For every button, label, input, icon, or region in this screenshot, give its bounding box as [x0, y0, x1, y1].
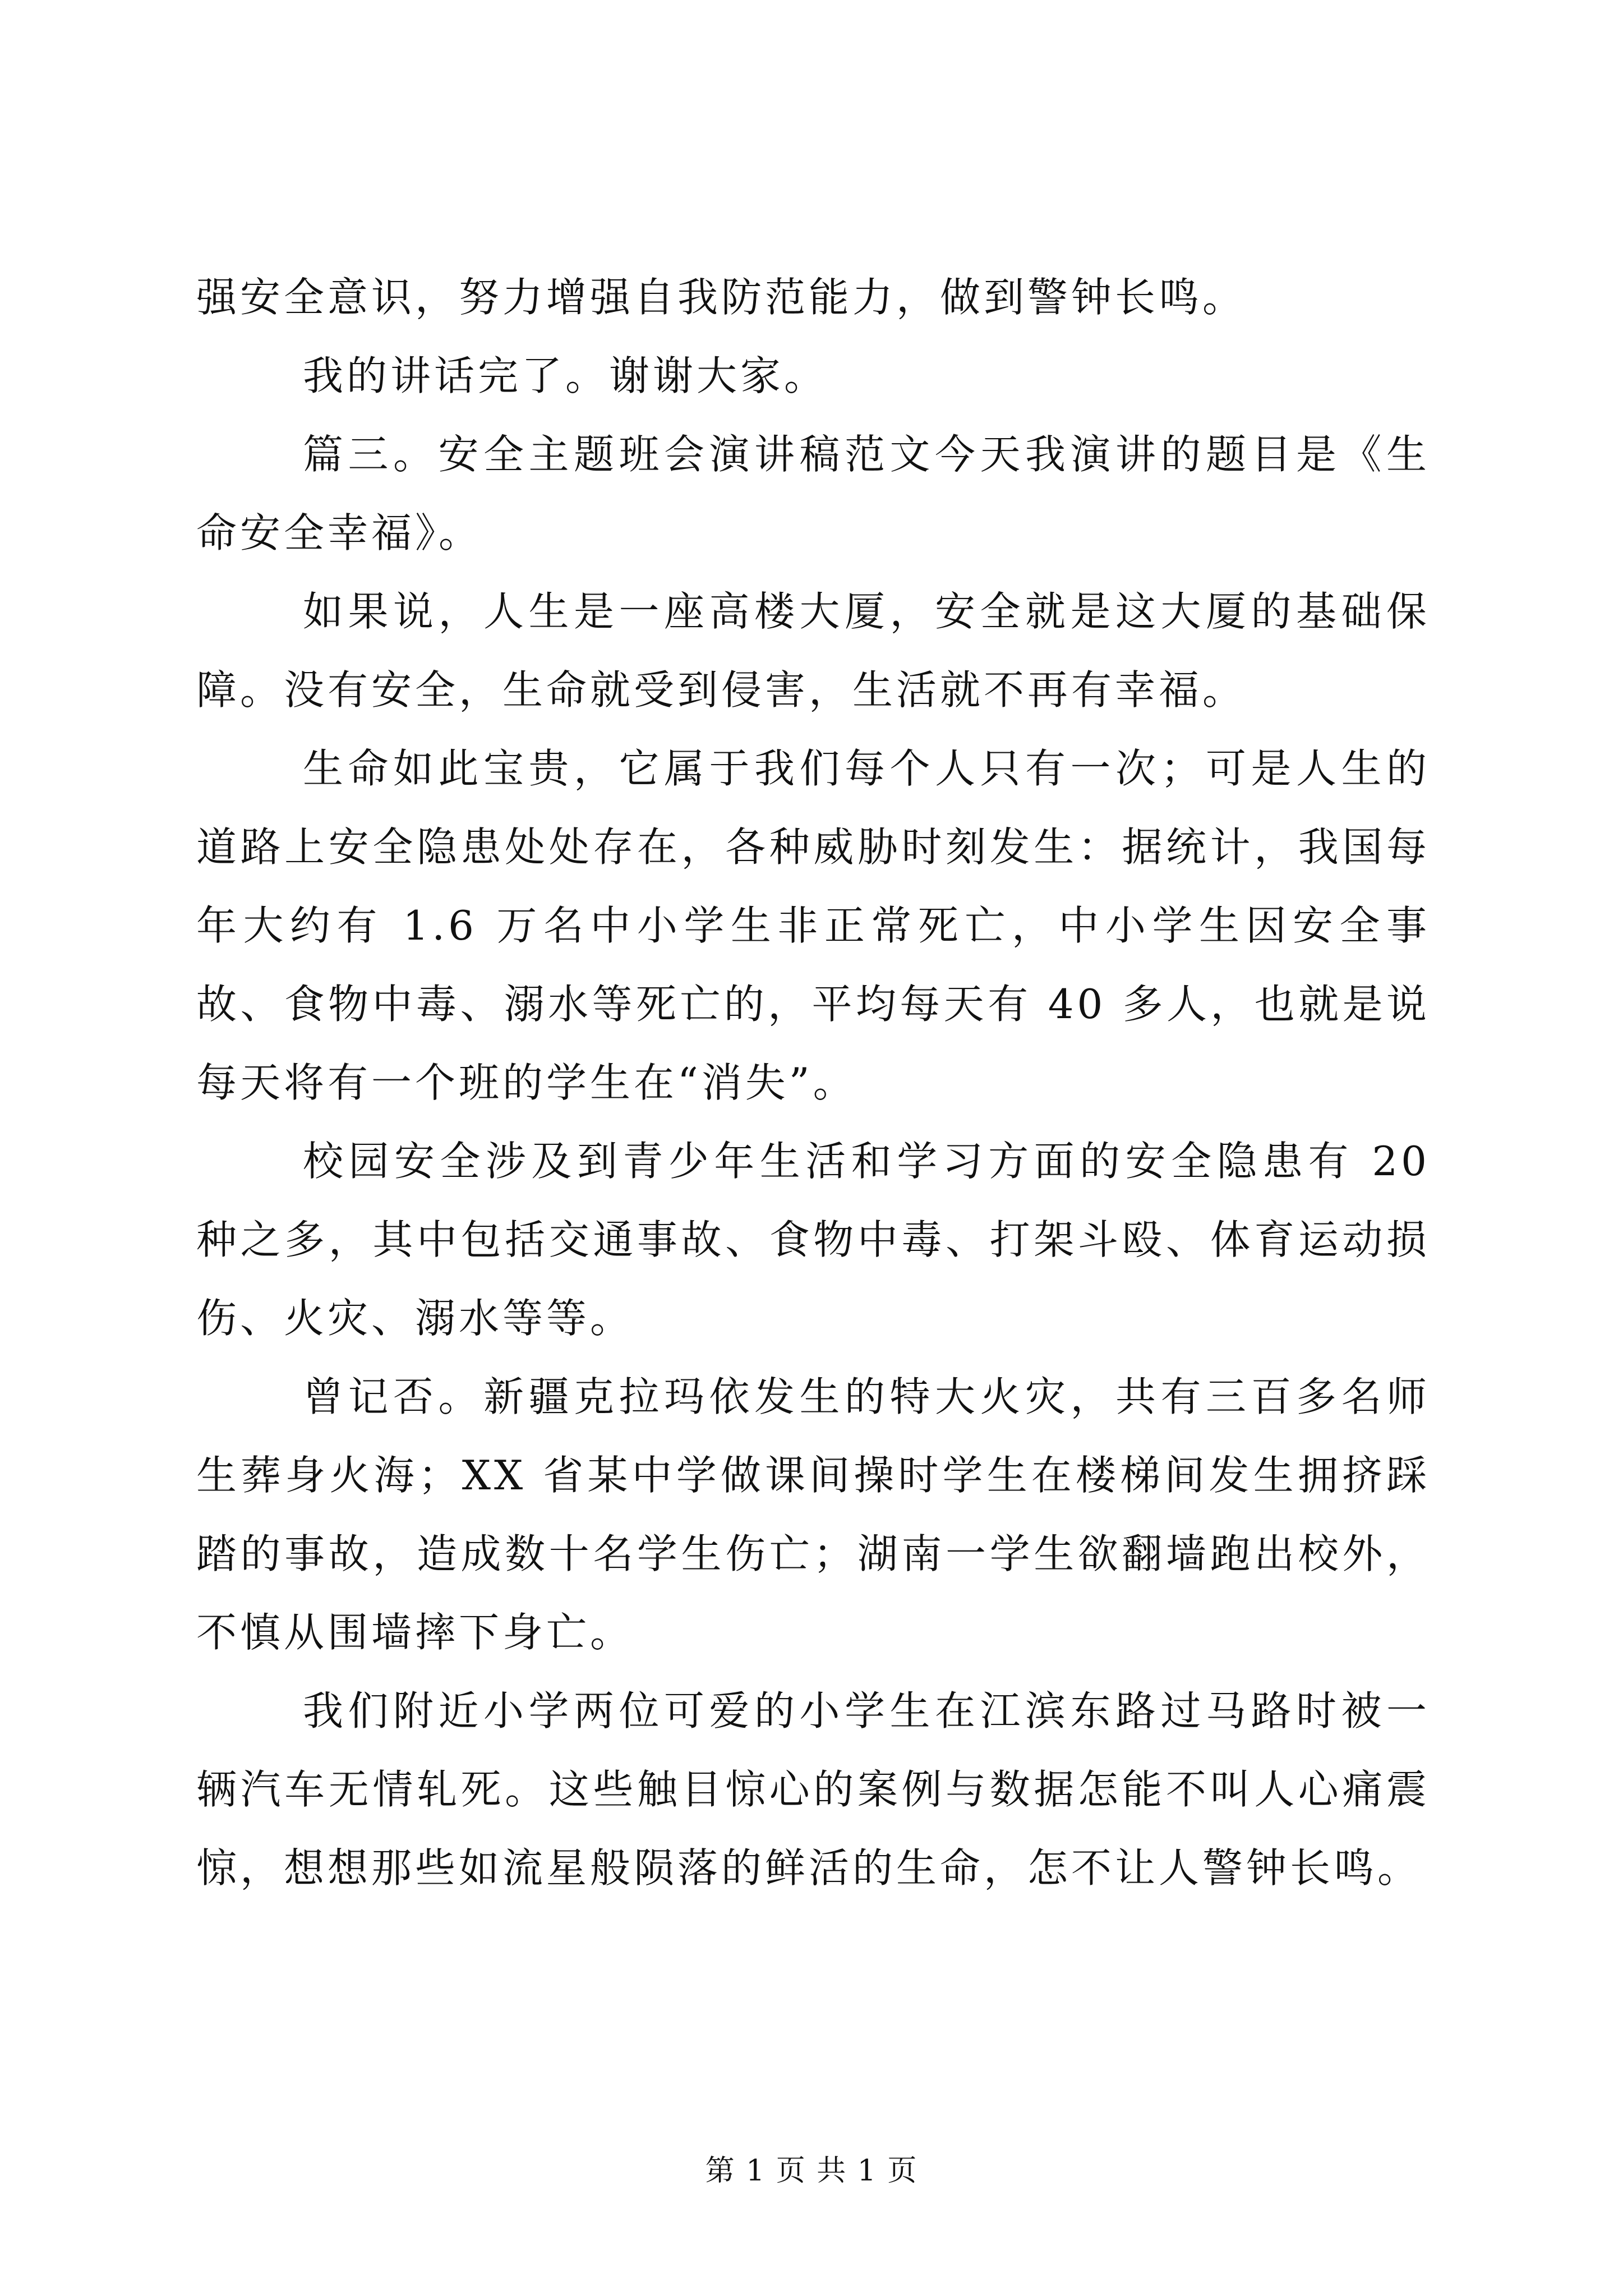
paragraph-6: 校园安全涉及到青少年生活和学习方面的安全隐患有 20 种之多，其中包括交通事故、食物中毒、打架斗殴、体育运动损伤、火灾、溺水等等。	[196, 1138, 1430, 1342]
paragraph-2: 我的讲话完了。谢谢大家。	[303, 352, 828, 399]
paragraph-8: 我们附近小学两位可爱的小学生在江滨东路过马路时被一辆汽车无情轧死。这些触目惊心的案例与数据怎能不叫人心痛震惊，想想那些如流星般陨落的鲜活的生命，怎不让人警钟长鸣。	[196, 1687, 1430, 1892]
paragraph-5: 生命如此宝贵，它属于我们每个人只有一次；可是人生的道路上安全隐患处处存在，各种威胁时刻发生：据统计，我国每年大约有 1.6 万名中小学生非正常死亡，中小学生因安全事故、食物中毒、溺水等死亡的，平均每天有 40 多人，也就是说每天将有一个班的学生在“消失”。	[196, 745, 1430, 1106]
paragraph-3: 篇三。安全主题班会演讲稿范文今天我演讲的题目是《生命安全幸福》。	[196, 431, 1430, 556]
page-footer: 第 1 页 共 1 页	[705, 2154, 918, 2188]
paragraph-4: 如果说，人生是一座高楼大厦，安全就是这大厦的基础保障。没有安全，生命就受到侵害，生活就不再有幸福。	[196, 588, 1430, 714]
document-body	[196, 258, 1430, 1907]
paragraph-7: 曾记否。新疆克拉玛依发生的特大火灾，共有三百多名师生葬身火海；XX 省某中学做课间操时学生在楼梯间发生拥挤踩踏的事故，造成数十名学生伤亡；湖南一学生欲翻墙跑出校外，不慎从围墙摔下身亡。	[196, 1373, 1430, 1656]
paragraph-1: 强安全意识，努力增强自我防范能力，做到警钟长鸣。	[196, 274, 1247, 321]
